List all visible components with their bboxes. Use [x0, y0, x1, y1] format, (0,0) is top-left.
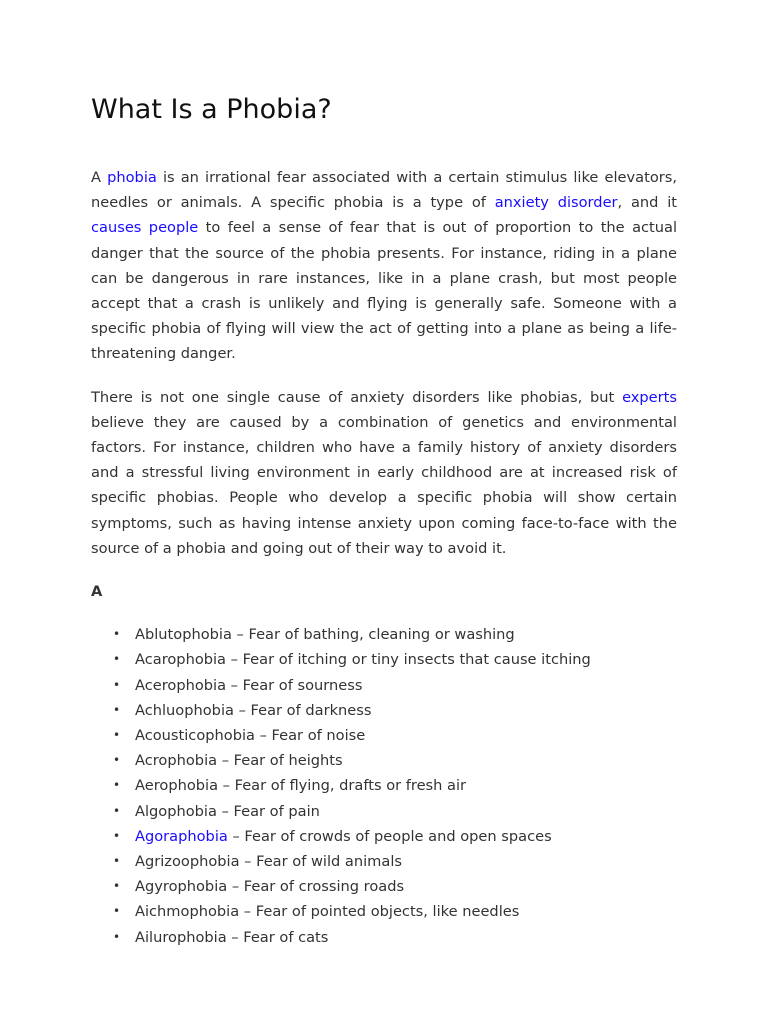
- text-run: There is not one single cause of anxiety disorders like phobias, but: [91, 388, 623, 406]
- bullet-icon: •: [113, 728, 121, 743]
- list-item: [113, 874, 677, 899]
- intro-paragraph: [91, 165, 677, 367]
- phobia-desc: – Fear of heights: [217, 752, 343, 770]
- phobia-desc: – Fear of darkness: [233, 701, 372, 719]
- phobia-desc: – Fear of wild animals: [239, 853, 402, 871]
- bullet-icon: •: [113, 753, 121, 768]
- bullet-icon: •: [113, 778, 121, 793]
- list-item: [113, 899, 677, 924]
- phobia-name: Acerophobia: [135, 676, 227, 694]
- bullet-icon: •: [113, 879, 121, 894]
- phobia-desc: – Fear of pain: [216, 802, 320, 820]
- list-item: [113, 723, 677, 748]
- phobia-name: Algophobia: [135, 802, 217, 820]
- bullet-icon: •: [113, 627, 121, 642]
- phobia-desc: – Fear of noise: [254, 727, 366, 745]
- text-run: to feel a sense of fear that is out of proportion to the actual danger that the source of the phobia presents. For instance, riding in a plane can be dangerous in rare instances, like in a plane crash, but most people accept that a crash is unlikely and flying is generally safe. Someone with a specific phobia of flying will view the act of getting into a plane as being a life-threatening danger.: [91, 219, 677, 363]
- causes-people-link[interactable]: causes people: [91, 219, 199, 237]
- text-run: is an irrational fear associated with a certain stimulus like elevators, needles or animals. A specific phobia is a type of: [91, 169, 677, 212]
- text-run: believe they are caused by a combination of genetics and environmental factors. For instance, children who have a family history of anxiety disorders and a stressful living environment in early childhood are at increased risk of specific phobias. People who develop a specific phobia will show certain symptoms, such as having intense anxiety upon coming face-to-face with the source of a phobia and going out of their way to avoid it.: [91, 413, 677, 557]
- phobia-link[interactable]: phobia: [107, 169, 157, 186]
- phobia-name: Achluophobia: [135, 701, 234, 719]
- list-item: [113, 673, 677, 698]
- anxiety-disorder-link[interactable]: anxiety disorder: [494, 194, 618, 212]
- bullet-icon: •: [113, 702, 121, 717]
- phobia-desc: – Fear of itching or tiny insects that cause itching: [226, 651, 591, 669]
- phobia-name: Aichmophobia: [135, 903, 240, 921]
- phobia-name: Agrizoophobia: [135, 853, 240, 871]
- phobia-desc: – Fear of cats: [226, 928, 329, 946]
- text-run: , and it: [617, 194, 677, 212]
- list-item: [113, 647, 677, 672]
- phobia-name: Acousticophobia: [135, 727, 255, 745]
- list-item: [113, 773, 677, 798]
- phobia-name: Acrophobia: [135, 752, 218, 770]
- phobia-desc: – Fear of pointed objects, like needles: [239, 903, 520, 921]
- list-item: [113, 824, 677, 849]
- phobia-name: Acarophobia: [135, 651, 227, 669]
- list-item: [113, 799, 677, 824]
- list-item: [113, 622, 677, 647]
- list-item: [113, 849, 677, 874]
- bullet-icon: •: [113, 677, 121, 692]
- phobia-desc: – Fear of sourness: [226, 676, 363, 694]
- phobia-name: Aerophobia: [135, 777, 219, 795]
- phobia-list: [91, 622, 677, 950]
- bullet-icon: •: [113, 929, 121, 944]
- bullet-icon: •: [113, 904, 121, 919]
- phobia-name: Ablutophobia: [135, 626, 232, 644]
- agoraphobia-link[interactable]: Agoraphobia: [135, 827, 228, 845]
- section-heading-a: A: [91, 583, 103, 601]
- causes-paragraph: [91, 385, 677, 561]
- list-item: [113, 698, 677, 723]
- phobia-name: Ailurophobia: [135, 928, 227, 946]
- bullet-icon: •: [113, 854, 121, 869]
- phobia-name: Agyrophobia: [135, 878, 228, 896]
- bullet-icon: •: [113, 828, 121, 843]
- phobia-desc: – Fear of crossing roads: [227, 878, 405, 896]
- list-item: [113, 748, 677, 773]
- list-item: [113, 925, 677, 950]
- page-title: What Is a Phobia?: [91, 94, 332, 125]
- text-run: A: [91, 169, 108, 186]
- phobia-desc: – Fear of flying, drafts or fresh air: [218, 777, 467, 795]
- bullet-icon: •: [113, 803, 121, 818]
- phobia-desc: – Fear of bathing, cleaning or washing: [231, 626, 515, 644]
- experts-link[interactable]: experts: [622, 388, 677, 406]
- bullet-icon: •: [113, 652, 121, 667]
- phobia-desc: – Fear of crowds of people and open spaces: [227, 827, 552, 845]
